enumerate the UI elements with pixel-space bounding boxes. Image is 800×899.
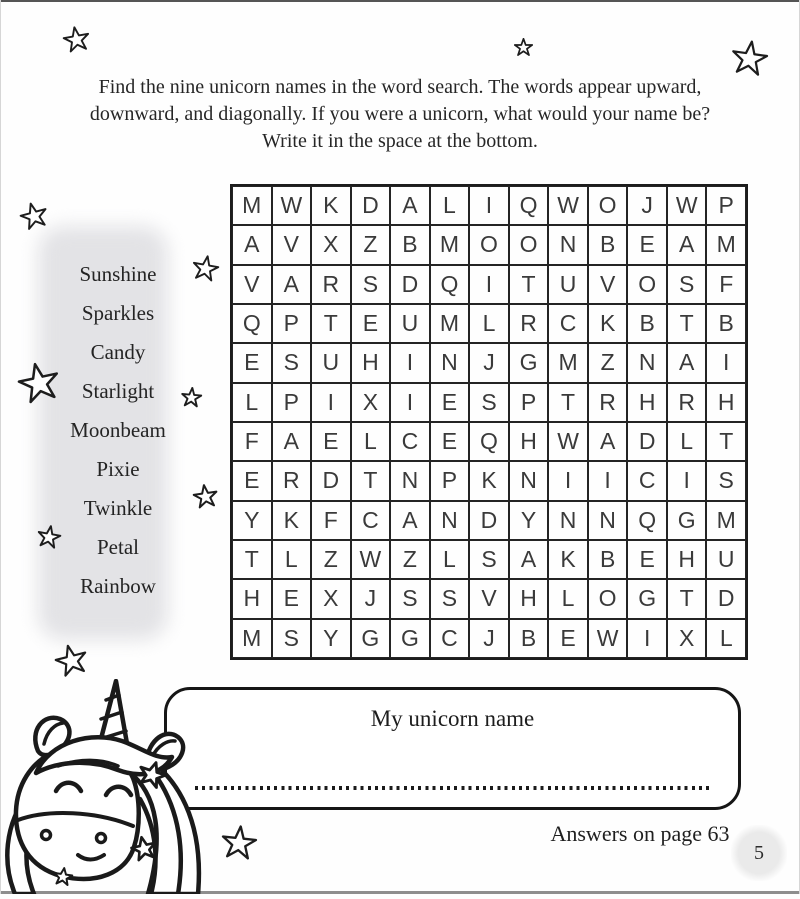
word-list-item: Pixie <box>96 457 140 481</box>
grid-cell: D <box>706 579 746 618</box>
answers-note: Answers on page 63 <box>550 821 730 846</box>
grid-cell: J <box>469 619 509 658</box>
grid-cell: S <box>469 540 509 579</box>
word-list-item: Starlight <box>81 379 155 403</box>
grid-cell: N <box>430 501 470 540</box>
grid-cell: F <box>311 501 351 540</box>
grid-cell: P <box>272 304 312 343</box>
grid-cell: T <box>509 265 549 304</box>
grid-cell: Z <box>351 225 391 264</box>
grid-cell: S <box>469 383 509 422</box>
instructions-line: Find the nine unicorn names in the word search. The words appear upward, <box>98 76 702 98</box>
grid-cell: A <box>667 225 707 264</box>
grid-cell: X <box>667 619 707 658</box>
grid-cell: Q <box>232 304 272 343</box>
grid-cell: I <box>706 343 746 382</box>
grid-cell: A <box>272 265 312 304</box>
grid-cell: X <box>311 225 351 264</box>
grid-cell: T <box>351 461 391 500</box>
grid-cell: B <box>390 225 430 264</box>
grid-cell: M <box>430 304 470 343</box>
grid-cell: W <box>588 619 628 658</box>
grid-cell: K <box>469 461 509 500</box>
grid-cell: X <box>351 383 391 422</box>
grid-cell: N <box>627 343 667 382</box>
grid-cell: E <box>232 343 272 382</box>
grid-cell: P <box>509 383 549 422</box>
word-list-item: Moonbeam <box>70 418 166 442</box>
grid-cell: U <box>706 540 746 579</box>
grid-cell: R <box>509 304 549 343</box>
grid-cell: U <box>311 343 351 382</box>
word-search-grid <box>230 184 748 660</box>
grid-cell: A <box>390 501 430 540</box>
star-icon <box>61 24 92 55</box>
star-icon <box>35 523 63 551</box>
grid-cell: H <box>667 540 707 579</box>
star-icon <box>729 38 771 80</box>
grid-cell: E <box>548 619 588 658</box>
grid-cell: C <box>351 501 391 540</box>
grid-cell: I <box>667 461 707 500</box>
grid-cell: S <box>667 265 707 304</box>
grid-cell: J <box>351 579 391 618</box>
grid-cell: E <box>430 422 470 461</box>
grid-cell: I <box>311 383 351 422</box>
grid-cell: T <box>232 540 272 579</box>
grid-cell: H <box>509 579 549 618</box>
unicorn-name-box <box>164 687 741 810</box>
grid-cell: E <box>627 540 667 579</box>
grid-cell: D <box>390 265 430 304</box>
grid-cell: V <box>588 265 628 304</box>
grid-cell: R <box>588 383 628 422</box>
grid-cell: O <box>509 225 549 264</box>
word-list-item: Rainbow <box>80 574 156 598</box>
grid-cell: T <box>667 304 707 343</box>
grid-cell: P <box>430 461 470 500</box>
grid-cell: W <box>548 186 588 225</box>
grid-cell: B <box>588 540 628 579</box>
grid-cell: M <box>232 619 272 658</box>
grid-cell: H <box>627 383 667 422</box>
grid-cell: N <box>430 343 470 382</box>
grid-cell: R <box>311 265 351 304</box>
grid-cell: P <box>272 383 312 422</box>
page-edge-top <box>0 0 800 2</box>
grid-cell: B <box>706 304 746 343</box>
grid-cell: C <box>390 422 430 461</box>
grid-cell: K <box>548 540 588 579</box>
grid-cell: N <box>548 501 588 540</box>
grid-cell: O <box>588 186 628 225</box>
grid-cell: T <box>706 422 746 461</box>
grid-cell: L <box>351 422 391 461</box>
grid-cell: Z <box>390 540 430 579</box>
grid-cell: W <box>667 186 707 225</box>
word-list-item: Twinkle <box>83 496 153 520</box>
grid-cell: H <box>351 343 391 382</box>
grid-cell: K <box>272 501 312 540</box>
star-icon <box>180 386 203 409</box>
grid-cell: A <box>667 343 707 382</box>
grid-cell: S <box>706 461 746 500</box>
grid-cell: L <box>430 186 470 225</box>
star-icon <box>51 640 91 680</box>
grid-cell: U <box>548 265 588 304</box>
grid-cell: G <box>667 501 707 540</box>
grid-cell: E <box>232 461 272 500</box>
grid-cell: I <box>390 383 430 422</box>
grid-cell: P <box>706 186 746 225</box>
star-icon <box>14 358 64 408</box>
grid-cell: G <box>509 343 549 382</box>
grid-cell: T <box>667 579 707 618</box>
grid-cell: A <box>588 422 628 461</box>
grid-cell: H <box>232 579 272 618</box>
grid-cell: L <box>469 304 509 343</box>
grid-cell: T <box>311 304 351 343</box>
grid-cell: I <box>390 343 430 382</box>
grid-cell: E <box>351 304 391 343</box>
grid-cell: H <box>706 383 746 422</box>
grid-cell: E <box>311 422 351 461</box>
grid-cell: M <box>706 225 746 264</box>
grid-cell: S <box>272 619 312 658</box>
dotted-write-line <box>195 786 710 790</box>
grid-cell: S <box>272 343 312 382</box>
grid-cell: K <box>588 304 628 343</box>
grid-cell: M <box>430 225 470 264</box>
star-icon <box>17 199 51 233</box>
grid-cell: J <box>469 343 509 382</box>
grid-cell: B <box>588 225 628 264</box>
grid-cell: H <box>509 422 549 461</box>
grid-cell: Q <box>430 265 470 304</box>
instructions <box>0 74 800 155</box>
grid-cell: D <box>311 461 351 500</box>
grid-cell: L <box>232 383 272 422</box>
grid-cell: I <box>627 619 667 658</box>
grid-cell: O <box>627 265 667 304</box>
grid-cell: J <box>627 186 667 225</box>
grid-cell: M <box>232 186 272 225</box>
name-box-title: My unicorn name <box>370 706 535 731</box>
grid-cell: V <box>469 579 509 618</box>
grid-cell: A <box>272 422 312 461</box>
grid-cell: B <box>627 304 667 343</box>
star-icon <box>191 482 219 510</box>
grid-cell: G <box>351 619 391 658</box>
grid-cell: W <box>548 422 588 461</box>
grid-cell: N <box>509 461 549 500</box>
word-list-item: Sparkles <box>81 301 155 325</box>
grid-cell: Y <box>509 501 549 540</box>
grid-cell: N <box>390 461 430 500</box>
grid-cell: Q <box>509 186 549 225</box>
grid-cell: T <box>548 383 588 422</box>
word-list <box>36 255 200 606</box>
grid-cell: N <box>548 225 588 264</box>
grid-cell: S <box>430 579 470 618</box>
grid-cell: A <box>390 186 430 225</box>
grid-cell: C <box>548 304 588 343</box>
grid-cell: F <box>706 265 746 304</box>
word-list-item: Candy <box>90 340 146 364</box>
grid-cell: Y <box>311 619 351 658</box>
grid-cell: Z <box>311 540 351 579</box>
grid-cell: W <box>272 186 312 225</box>
star-icon <box>190 253 221 284</box>
grid-cell: E <box>627 225 667 264</box>
grid-cell: C <box>627 461 667 500</box>
grid-cell: A <box>509 540 549 579</box>
grid-cell: M <box>548 343 588 382</box>
grid-cell: X <box>311 579 351 618</box>
grid-cell: D <box>627 422 667 461</box>
grid-cell: Q <box>627 501 667 540</box>
grid-cell: I <box>469 186 509 225</box>
grid-cell: K <box>311 186 351 225</box>
unicorn-illustration <box>0 679 226 894</box>
grid-cell: C <box>430 619 470 658</box>
grid-cell: Y <box>232 501 272 540</box>
grid-cell: R <box>667 383 707 422</box>
instructions-line: downward, and diagonally. If you were a unicorn, what would your name be? <box>89 103 711 125</box>
grid-cell: Q <box>469 422 509 461</box>
grid-cell: O <box>588 579 628 618</box>
grid-cell: I <box>548 461 588 500</box>
grid-cell: R <box>272 461 312 500</box>
grid-cell: D <box>469 501 509 540</box>
grid-cell: I <box>588 461 628 500</box>
grid-cell: S <box>390 579 430 618</box>
grid-cell: L <box>272 540 312 579</box>
grid-cell: E <box>430 383 470 422</box>
grid-cell: A <box>232 225 272 264</box>
page-number-text: 5 <box>754 841 764 864</box>
grid-cell: L <box>430 540 470 579</box>
grid-cell: O <box>469 225 509 264</box>
grid-cell: N <box>588 501 628 540</box>
star-icon <box>514 38 533 57</box>
grid-cell: U <box>390 304 430 343</box>
grid-cell: Z <box>588 343 628 382</box>
grid-cell: S <box>351 265 391 304</box>
word-list-item: Sunshine <box>79 262 157 286</box>
grid-cell: I <box>469 265 509 304</box>
word-list-item: Petal <box>97 535 139 559</box>
grid-cell: F <box>232 422 272 461</box>
grid-cell: L <box>667 422 707 461</box>
grid-cell: V <box>232 265 272 304</box>
grid-cell: E <box>272 579 312 618</box>
grid-cell: B <box>509 619 549 658</box>
instructions-line: Write it in the space at the bottom. <box>262 130 538 152</box>
grid-cell: L <box>706 619 746 658</box>
page-number <box>731 825 787 881</box>
grid-cell: V <box>272 225 312 264</box>
grid-cell: G <box>390 619 430 658</box>
grid-cell: G <box>627 579 667 618</box>
grid-cell: D <box>351 186 391 225</box>
star-icon <box>219 823 259 863</box>
grid-cell: M <box>706 501 746 540</box>
grid-cell: W <box>351 540 391 579</box>
grid-cell: L <box>548 579 588 618</box>
